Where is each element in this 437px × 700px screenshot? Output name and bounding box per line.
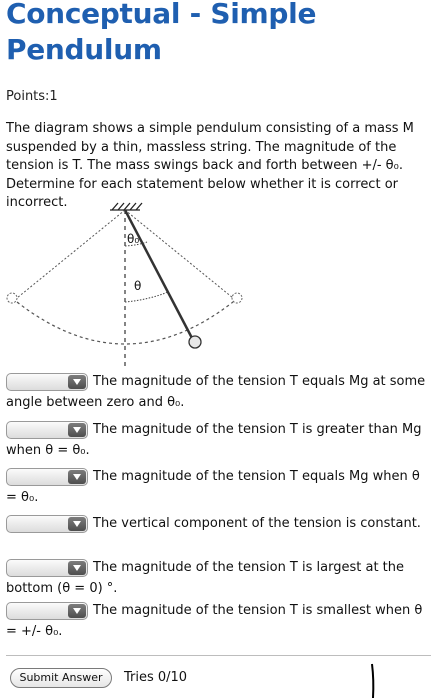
left-ghost-mass: [7, 293, 17, 303]
chevron-down-icon: [68, 604, 86, 618]
statement-2: [6, 419, 431, 461]
statement-1-text: The magnitude of the tension T equals Mg at some angle between zero and θ₀.: [6, 374, 426, 410]
theta0-label: θ₀: [127, 232, 140, 246]
page-title: Conceptual - Simple Pendulum: [6, 0, 317, 66]
divider: [6, 655, 431, 656]
statement-5-dropdown[interactable]: [6, 559, 88, 577]
statement-3: [6, 466, 431, 508]
chevron-down-icon: [68, 561, 86, 575]
problem-description: The diagram shows a simple pendulum consisting of a mass M suspended by a thin, massless string. The magnitude of the tension is T. The mass swings back and forth between +/- θ₀. Determine for each statement below whether it is correct or incorrect.: [6, 121, 414, 210]
chevron-down-icon: [68, 375, 86, 389]
statement-3-dropdown[interactable]: [6, 468, 88, 486]
pendulum-diagram: [0, 190, 437, 370]
theta-angle-arc: [125, 292, 168, 302]
statement-1-dropdown[interactable]: [6, 373, 88, 391]
statement-6: [6, 600, 431, 642]
statement-6-dropdown[interactable]: [6, 602, 88, 620]
ceiling-support: [110, 203, 142, 210]
text-cursor-icon: [369, 662, 377, 700]
points-label: Points:1: [6, 89, 58, 104]
tries-counter: Tries 0/10: [124, 670, 188, 685]
chevron-down-icon: [68, 470, 86, 484]
statement-1: [6, 371, 431, 413]
statement-4-text: The vertical component of the tension is constant.: [93, 516, 421, 531]
pendulum-mass: [189, 336, 201, 348]
theta-label: θ: [134, 279, 142, 293]
statement-2-text: The magnitude of the tension T is greater than Mg when θ = θ₀.: [6, 422, 422, 458]
pendulum-string: [125, 210, 193, 340]
statement-3-text: The magnitude of the tension T equals Mg when θ = θ₀.: [6, 469, 420, 505]
statement-6-text: The magnitude of the tension T is smallest when θ = +/- θ₀.: [6, 603, 423, 639]
chevron-down-icon: [68, 517, 86, 531]
statement-4: [6, 513, 431, 534]
chevron-down-icon: [68, 423, 86, 437]
statement-2-dropdown[interactable]: [6, 421, 88, 439]
left-extreme-string: [17, 210, 125, 298]
right-ghost-mass: [232, 293, 242, 303]
statement-5: [6, 557, 431, 599]
statement-5-text: The magnitude of the tension T is largest at the bottom (θ = 0) °.: [6, 560, 405, 596]
statement-4-dropdown[interactable]: [6, 515, 88, 533]
submit-answer-button[interactable]: Submit Answer: [10, 668, 112, 688]
